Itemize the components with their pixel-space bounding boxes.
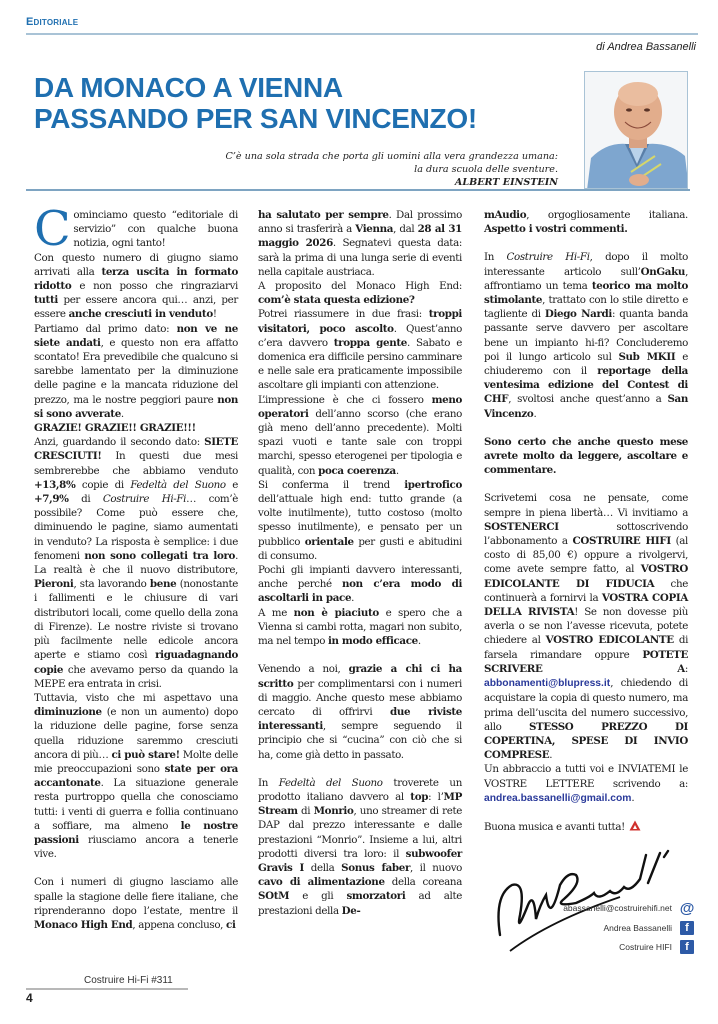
article-column-3: [484, 208, 688, 835]
headline-line-1: DA MONACO A VIENNA: [34, 72, 343, 103]
paragraph: Partiamo dal primo dato: non ve ne siete andati, e questo non era affatto scontato! Era prevedibile che qualcuno si sarebbe lamentato per la diminuzione delle pagine e la mancata riduzione del prezzo, ma le nostre peggiori paure non si sono avverate.: [34, 322, 238, 420]
author-signature: [490, 835, 700, 955]
paragraph: Tuttavia, visto che mi aspettavo una diminuzione (e non un aumento) dopo la riduzione delle pagine, forse senza quella riduzione saremmo cresciuti ancora di più… ci può stare! Molte delle mie preoccupazioni sono state per ora accantonate. La situazione generale resta purtroppo quella che conosciamo tutti: i venti di guerra e follia continuano a soffiare, ma almeno le nostre passioni riusciamo ancora a tenerle vive.: [34, 691, 238, 861]
paragraph: Sono certo che anche questo mese avrete molto da leggere, ascoltare e commentare.: [484, 435, 688, 477]
paragraph: In Costruire Hi-Fi, dopo il molto interessante articolo sull’OnGaku, affrontiamo un tema teorico ma molto stimolante, trattato con lo stile diretto e tagliente di Diego Nardi: quanta banda passante serve davvero per ascoltare bene un impianto hi-fi? Concluderemo poi il lungo articolo sul Sub MKII e chiuderemo con il reportage della ventesima edizione del Contest di CHF, svoltosi anche quest’anno a San Vincenzo.: [484, 251, 689, 420]
portrait-image: [585, 72, 688, 189]
subscription-email-link[interactable]: abbonamenti@blupress.it: [484, 678, 611, 690]
closing-line: Buona musica e avanti tutta!: [484, 820, 688, 835]
top-divider: [26, 33, 698, 35]
contact-email[interactable]: abassanelli@costruirehifi.net @: [563, 899, 695, 917]
paragraph: Venendo a noi, grazie a chi ci ha scritto per complimentarsi con i numeri di maggio. Anche questo mese abbiamo cercato di offrirvi due riviste interessanti, sempre seguendo il principio che si “cucina” con ciò che si ha, come già detto in passato.: [258, 663, 462, 761]
paragraph: Con i numeri di giugno lasciamo alle spalle la stagione delle fiere italiane, che riprenderanno dopo l’estate, mentre il Monaco High End, appena concluso, ci: [34, 876, 238, 931]
paragraph: GRAZIE! GRAZIE!! GRAZIE!!!: [34, 422, 196, 435]
facebook-icon: f: [680, 921, 694, 935]
paragraph: ha salutato per sempre. Dal prossimo anno si trasferirà a Vienna, dal 28 al 31 maggio 2026. Segnatevi questa data: sarà la prima di una lunga serie di eventi nella capitale austriaca.: [258, 209, 463, 278]
paragraph: In Fedeltà del Suono troverete un prodotto italiano davvero al top: l’MP Stream di Monrio, uno streamer di rete DAP dal prezzo interessante e dalle prestazioni “Monrio”. Insieme a lui, altri prodotti diversi tra loro: il subwoofer Gravis I della Sonus faber, il nuovo cavo di alimentazione della coreana SOtM e gli smorzatori ad alte prestazioni della De-: [258, 776, 463, 917]
paragraph: mAudio, orgogliosamente italiana. Aspetto i vostri commenti.: [484, 209, 688, 236]
facebook-icon: f: [680, 940, 694, 954]
footer-magazine-issue: Costruire Hi-Fi #311: [84, 975, 173, 986]
paragraph: A me non è piaciuto e spero che a Vienna si cambi rotta, magari non subito, ma nel tempo in modo efficace.: [258, 606, 463, 648]
page-number: 4: [26, 991, 33, 1005]
quote-line-1: C’è una sola strada che porta gli uomini alla vera grandezza umana:: [225, 151, 558, 162]
contact-facebook-author[interactable]: Andrea Bassanelli f: [494, 920, 694, 936]
article-column-1: [34, 201, 239, 932]
contact-facebook-magazine[interactable]: Costruire HIFI f: [494, 939, 694, 955]
paragraph: Un abbraccio a tutti voi e INVIATEMI le VOSTRE LETTERE scrivendo a: andrea.bassanelli@gmail.com.: [484, 763, 688, 804]
paragraph: Con questo numero di giugno siamo arrivati alla terza uscita in formato ridotto e non posso che ringraziarvi tutti per essere ancora qui… anzi, per essere anche cresciuti in venduto!: [34, 251, 238, 321]
author-photo: [584, 71, 688, 189]
paragraph: L’impressione è che ci fossero meno operatori dell’anno scorso (che erano già meno dell’anno precedente). Molti spazi vuoti e tante sale con troppi marchi, spesso eterogenei per tipologia e qualità, con poca coerenza.: [258, 393, 462, 477]
headline-line-2: PASSANDO PER SAN VINCENZO!: [34, 103, 477, 134]
warning-triangle-icon: [629, 820, 641, 835]
paragraph: Cominciamo questo “editoriale di servizio” con qualche buona notizia, ogni tanto!: [34, 201, 238, 257]
paragraph: Scrivetemi cosa ne pensate, come sempre in piena libertà… Vi invitiamo a SOSTENERCI sottoscrivendo l’abbonamento a COSTRUIRE HIFI (al costo di 85,00 €) oppure a rivolgervi, come avete sempre fatto, al VOSTRO EDICOLANTE DI FIDUCIA che continuerà a fornirvi la VOSTRA COPIA DELLA RIVISTA! Se non dovesse più averla o se non l’avesse ricevuta, potete chiedere al VOSTRO EDICOLANTE di farsela rimandare oppure POTETE SCRIVERE A: abbonamenti@blupress.it, chiedendo di acquistare la copia di questo numero, ma prima dell’uscita del numero successivo, allo STESSO PREZZO DI COPERTINA, SPESE DI INVIO COMPRESE.: [484, 492, 689, 762]
article-column-2: [258, 208, 462, 918]
drop-cap: C: [34, 201, 71, 257]
at-icon: @: [679, 899, 695, 917]
quote-divider: [26, 189, 690, 191]
paragraph: A proposito del Monaco High End: com’è stata questa edizione?: [258, 280, 462, 307]
footer-divider: [26, 988, 188, 990]
byline: di Andrea Bassanelli: [596, 41, 696, 53]
quote-line-2: la dura scuola delle sventure.: [414, 164, 558, 175]
paragraph: Anzi, guardando il secondo dato: SIETE CRESCIUTI! In questi due mesi sembrerebbe che abbiamo venduto +13,8% copie di Fedeltà del Suono e +7,9% di Costruire Hi-Fi… com’è possibile? Come può essere che, diminuendo le pagine, siamo aumentati in venduto? La risposta è semplice: i due fenomeni non sono collegati tra loro. La realtà è che il nuovo distributore, Pieroni, sta lavorando bene (nonostante i fallimenti e le chiusure di vari distributori locali, come quello della zona di Firenze). Le nostre riviste si trovano più facilmente nelle edicole ancora aperte e stiamo così riguadagnando copie che avevamo perso da quando la MEPE era entrata in crisi.: [34, 436, 239, 690]
epigraph-quote: [226, 150, 558, 189]
paragraph: Pochi gli impianti davvero interessanti, anche perché non c’era modo di ascoltarli in pace.: [258, 564, 463, 605]
paragraph: Si conferma il trend ipertrofico dell’attuale high end: tutto grande (a volte inutilmente), tutto costoso (molto spesso inutilmente), e pensato per un pubblico orientale per gusti e abitudini di consumo.: [258, 478, 462, 562]
author-email-link[interactable]: andrea.bassanelli@gmail.com: [484, 792, 632, 804]
paragraph: Potrei riassumere in due frasi: troppi visitatori, poco ascolto. Quest’anno c’era davvero troppa gente. Sabato e domenica era difficile persino camminare e nelle sale era praticamente impossibile ascoltare gli impianti con attenzione.: [258, 308, 462, 392]
section-label: Editoriale: [26, 16, 79, 28]
headline: [34, 72, 554, 134]
quote-author: ALBERT EINSTEIN: [454, 177, 558, 188]
